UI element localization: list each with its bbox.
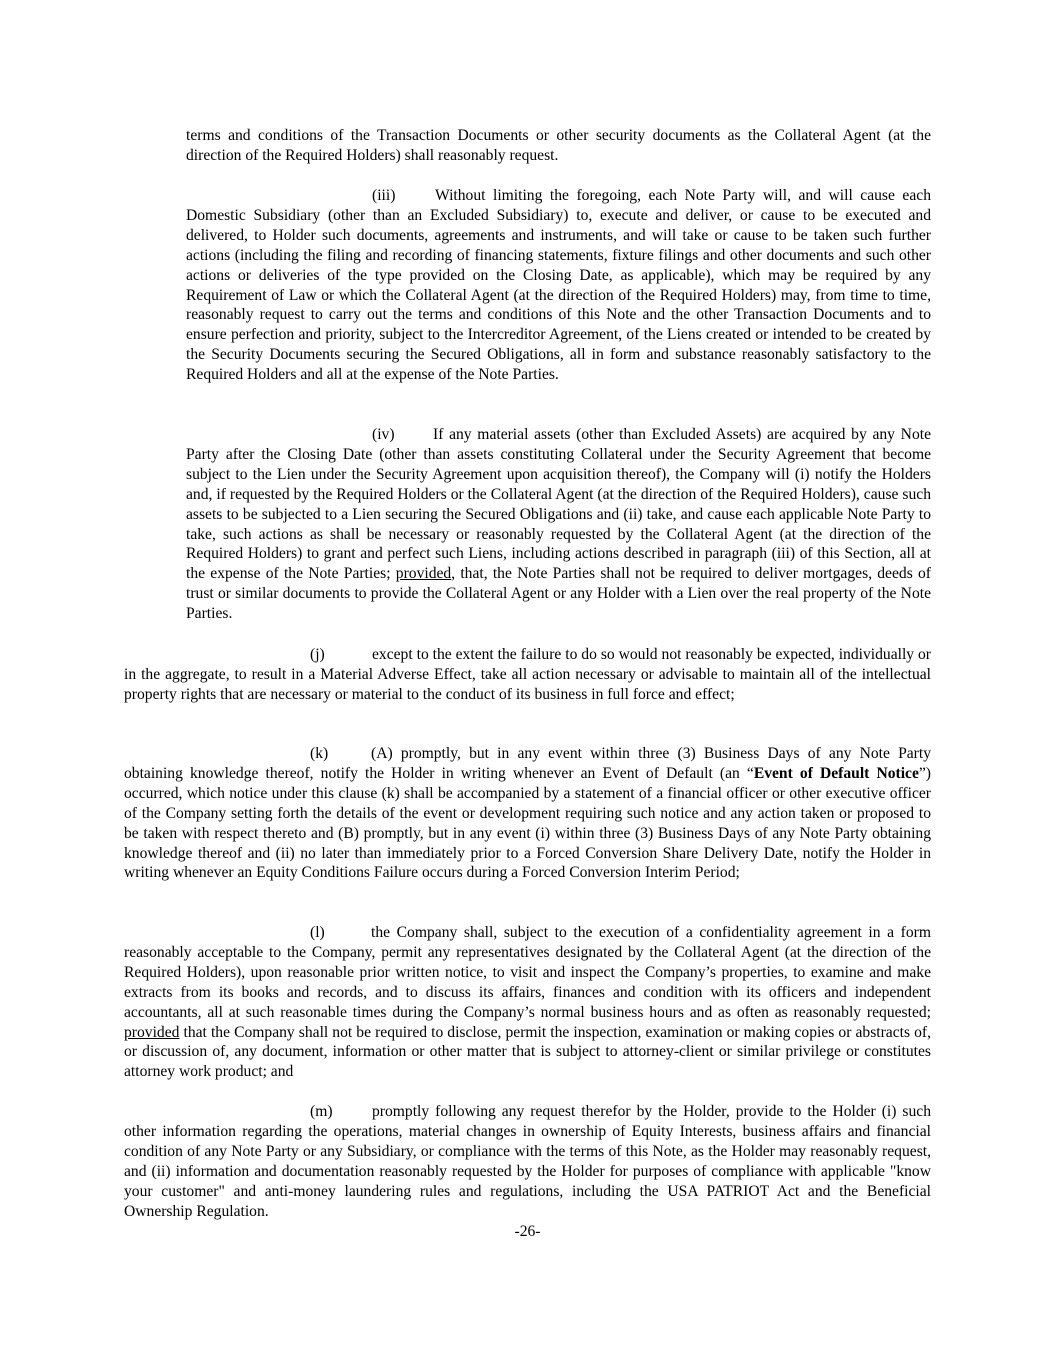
paragraph-number: (iii) (372, 187, 396, 204)
paragraph-number: (j) (310, 646, 325, 663)
paragraph-number: (m) (310, 1103, 333, 1120)
paragraph-text: except to the extent the failure to do so would not reasonably be expected, individually or in the aggregate, to result in a Material Adverse Effect, take all action necessary or advisable to maintain all of the intellectual property rights that are necessary or material to the conduct of its business in full force and effect; (124, 646, 931, 703)
paragraph-text: Without limiting the foregoing, each Note Party will, and will cause each Domestic Subsidiary (other than an Excluded Subsidiary) to, execute and deliver, or cause to be executed and delivered, to Holder such documents, agreements and instruments, and will take or cause to be taken such further actions (including the filing and recording of financing statements, fixture filings and other documents and such other actions or deliveries of the type provided on the Closing Date, as applicable), which may be required by any Requirement of Law or which the Collateral Agent (at the direction of the Required Holders) may, from time to time, reasonably request to carry out the terms and conditions of this Note and the other Transaction Documents and to ensure perfection and priority, subject to the Intercreditor Agreement, of the Liens created or intended to be created by the Security Documents securing the Secured Obligations, all in form and substance reasonably satisfactory to the Required Holders and all at the expense of the Note Parties. (186, 187, 931, 384)
paragraph-k (124, 744, 931, 883)
paragraph-text: the Company shall, subject to the execution of a confidentiality agreement in a form reasonably acceptable to the Company, permit any representatives designated by the Collateral Agent (at the direction of the Required Holders), upon reasonable prior written notice, to visit and inspect the Company’s properties, to examine and make extracts from its books and records, and to discuss its affairs, finances and condition with its officers and independent accountants, all at such reasonable times during the Company’s normal business hours and as often as reasonably requested; (124, 924, 931, 1021)
paragraph-iii (186, 186, 931, 385)
paragraph-number: (k) (310, 745, 329, 762)
paragraph-continued: terms and conditions of the Transaction Documents or other security documents as the Collateral Agent (at the direction of the Required Holders) shall reasonably request. (186, 127, 931, 164)
paragraph-number: (iv) (372, 426, 395, 443)
paragraph-text: promptly following any request therefor by the Holder, provide to the Holder (i) such other information regarding the operations, material changes in ownership of Equity Interests, business affairs and financial condition of any Note Party or any Subsidiary, or compliance with the terms of this Note, as the Holder may reasonably request, and (ii) information and documentation reasonably requested by the Holder for purposes of compliance with applicable "know your customer" and anti-money laundering rules and regulations, including the USA PATRIOT Act and the Beneficial Ownership Regulation. (124, 1103, 931, 1220)
paragraph-text-continued: that the Company shall not be required to disclose, permit the inspection, examination or making copies or abstracts of, or discussion of, any document, information or other matter that is subject to attorney-client or similar privilege or constitutes attorney work product; and (124, 1023, 931, 1081)
paragraph-iv (186, 425, 931, 624)
paragraph-l (124, 923, 931, 1082)
paragraph-text: If any material assets (other than Excluded Assets) are acquired by any Note Party after the Closing Date (other than assets constituting Collateral under the Security Agreement that become subject to the Lien under the Security Agreement upon acquisition thereof), the Company will (i) notify the Holders and, if requested by the Required Holders or the Collateral Agent (at the direction of the Required Holders), cause such assets to be subjected to a Lien securing the Secured Obligations and (ii) take, and cause each applicable Note Party to take, such actions as shall be necessary or reasonably requested by the Collateral Agent (at the direction of the Required Holders) to grant and perfect such Liens, including actions described in paragraph (iii) of this Section, all at the expense of the Note Parties; (186, 426, 931, 583)
provided-term: provided (124, 1023, 180, 1041)
paragraph-m (124, 1102, 931, 1221)
paragraph-text: (A) promptly, but in any event within three (3) Business Days of any Note Party obtaining knowledge thereof, notify the Holder in writing whenever an Event of Default (an “ (124, 745, 931, 782)
paragraph-text-continued: , that, the Note Parties shall not be required to deliver mortgages, deeds of trust or similar documents to provide the Collateral Agent or any Holder with a Lien over the real property of the Note Parties. (186, 565, 931, 623)
provided-term: provided (395, 565, 452, 583)
paragraph-text-continued: ”) occurred, which notice under this clause (k) shall be accompanied by a statement of a financial officer or other executive officer of the Company setting forth the details of the event or development requiring such notice and any action taken or proposed to be taken with respect thereto and (B) promptly, but in any event (i) within three (3) Business Days of any Note Party obtaining knowledge thereof and (ii) no later than immediately prior to a Forced Conversion Share Delivery Date, notify the Holder in writing whenever an Equity Conditions Failure occurs during a Forced Conversion Interim Period; (124, 764, 932, 882)
page-number: -26- (514, 1223, 541, 1240)
paragraph-j (124, 645, 931, 705)
paragraph-number: (l) (310, 924, 325, 941)
defined-term: Event of Default Notice (753, 764, 919, 782)
